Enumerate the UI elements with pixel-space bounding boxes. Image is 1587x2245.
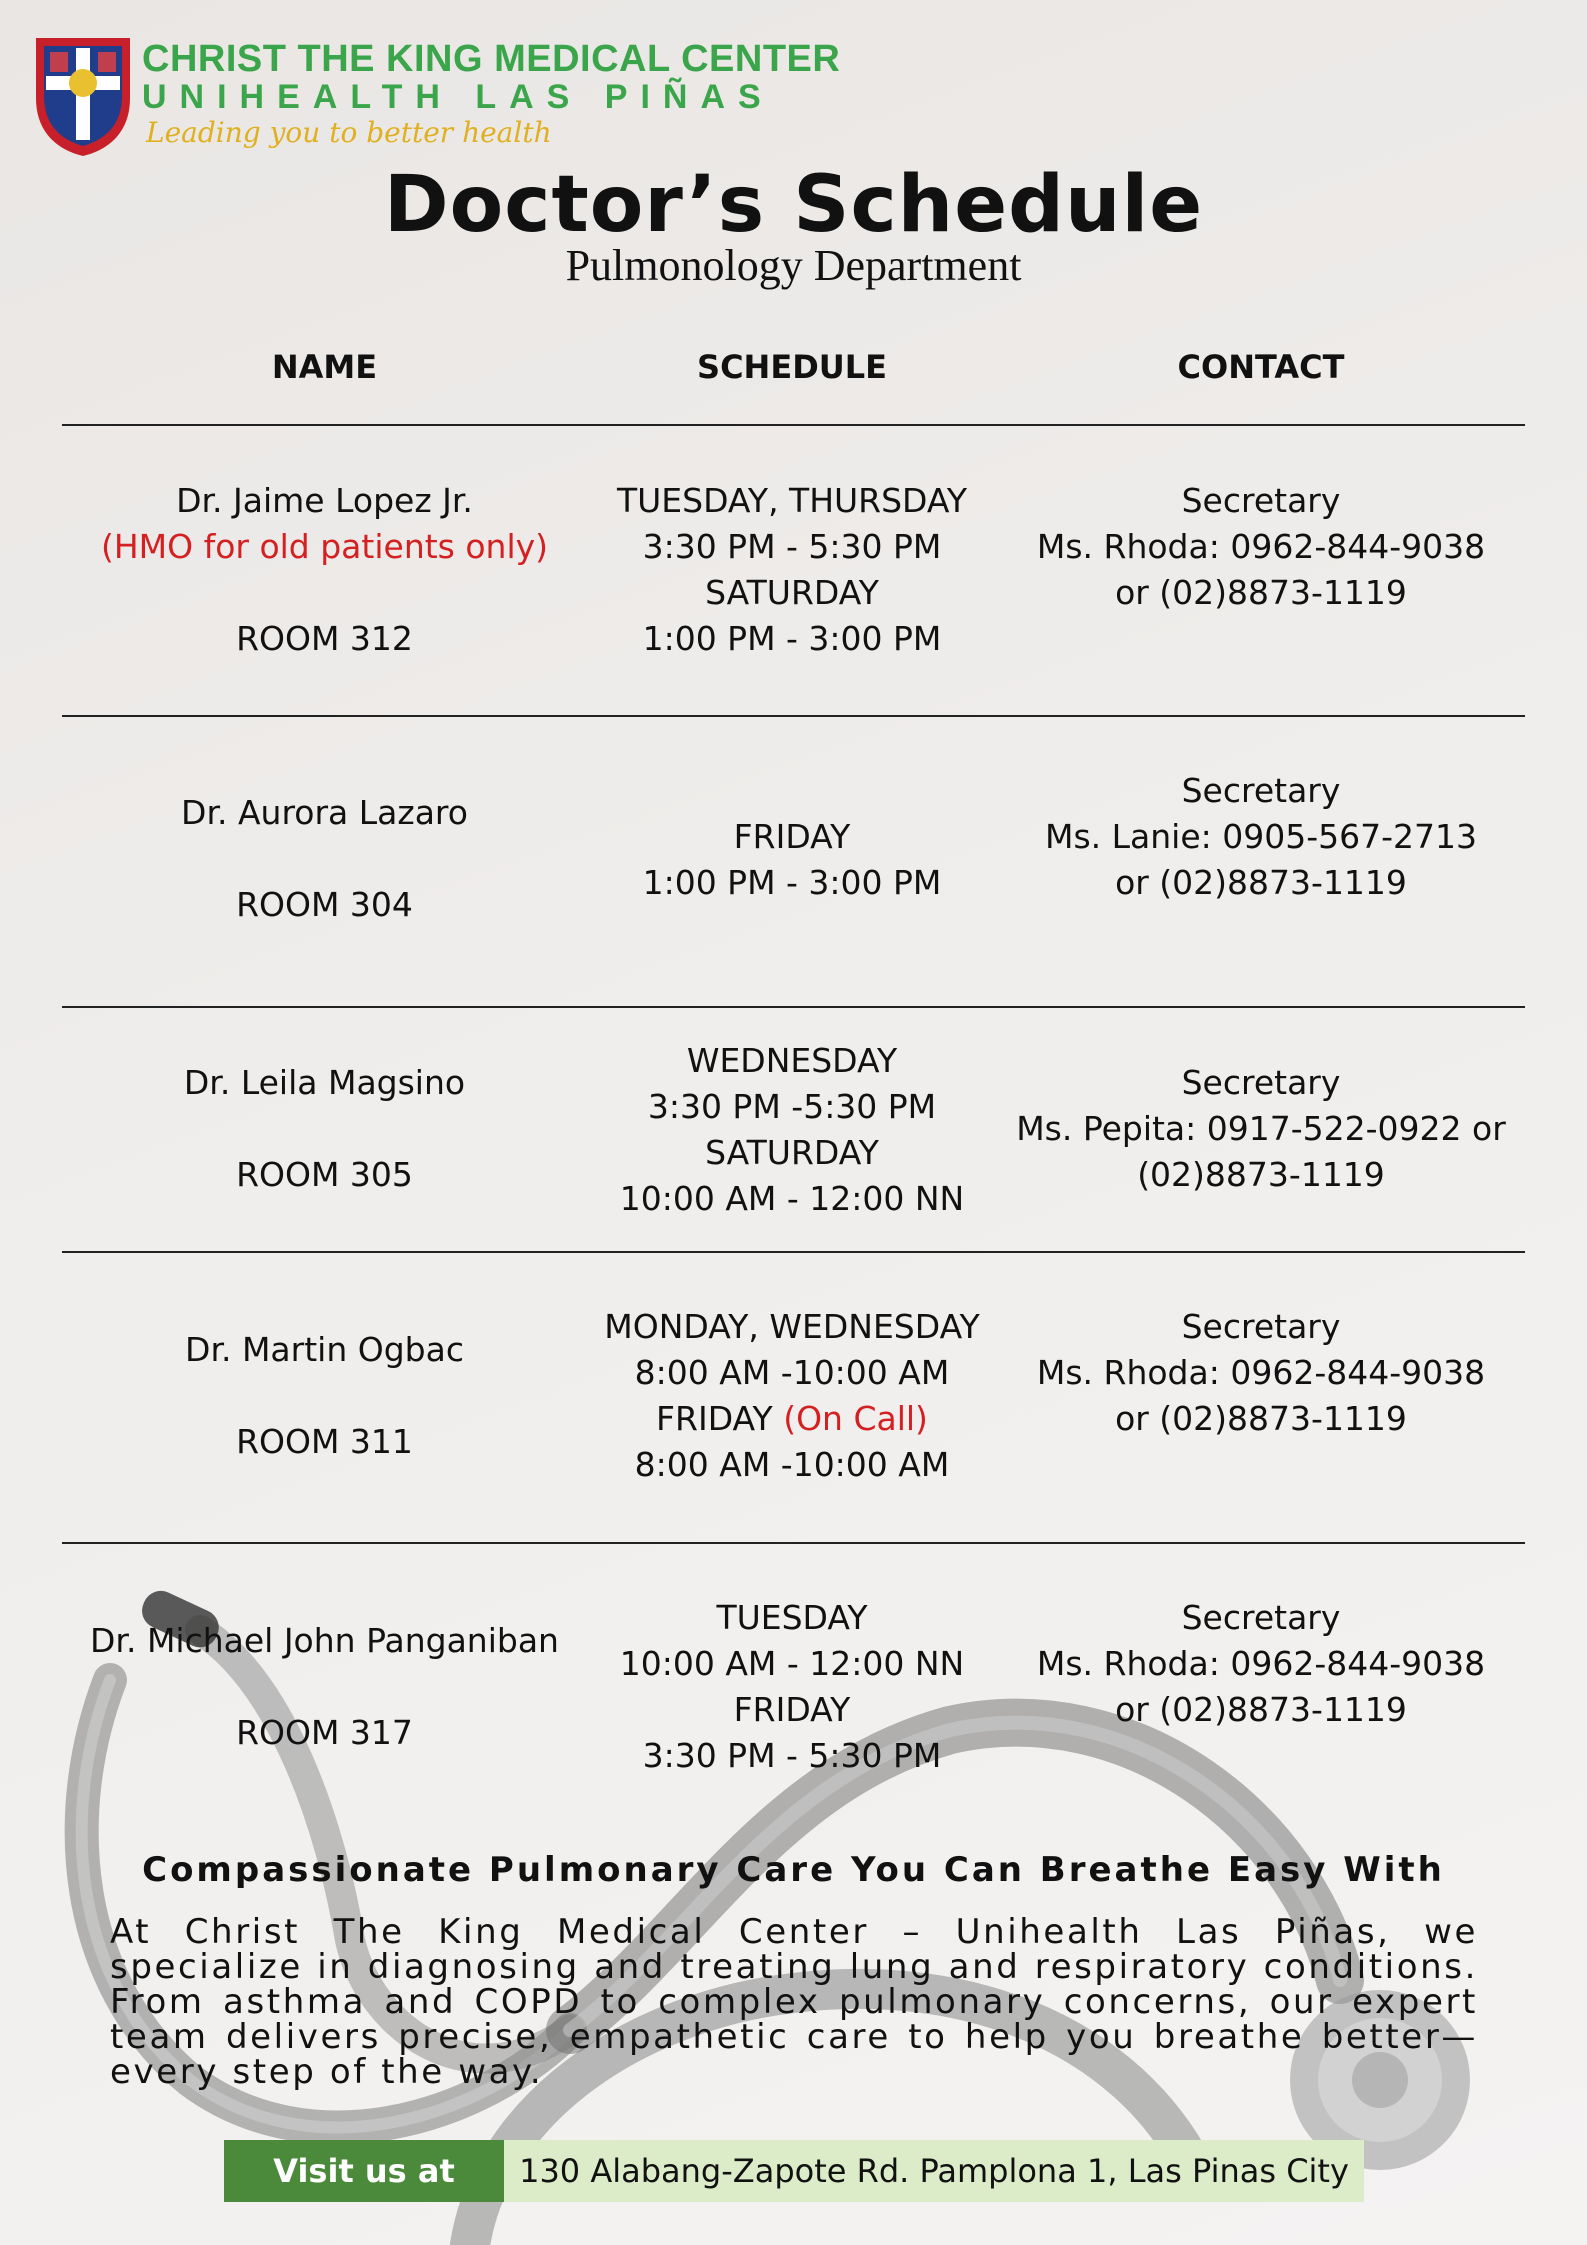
schedule-line: WEDNESDAY (686, 1041, 898, 1080)
schedule-line: FRIDAY (733, 1690, 851, 1729)
table-row-schedule-cell (587, 478, 997, 662)
schedule-line: 1:00 PM - 3:00 PM (642, 863, 942, 902)
table-row-name-cell (62, 1060, 587, 1198)
contact-line: Ms. Rhoda: 0962-844-9038 (1036, 1644, 1486, 1683)
doctor-room: ROOM 317 (236, 1713, 413, 1752)
schedule-line: 10:00 AM - 12:00 NN (619, 1179, 965, 1218)
address-text: 130 Alabang-Zapote Rd. Pamplona 1, Las Pinas City (504, 2140, 1364, 2202)
table-row-contact-cell (997, 478, 1525, 616)
table-row-contact-cell (997, 1060, 1525, 1198)
schedule-line: 8:00 AM -10:00 AM (634, 1353, 950, 1392)
schedule-line: 3:30 PM -5:30 PM (647, 1087, 937, 1126)
table-divider (62, 715, 1525, 717)
doctor-name: Dr. Michael John Panganiban (90, 1621, 559, 1660)
doctor-room: ROOM 311 (236, 1422, 413, 1461)
contact-line: Ms. Lanie: 0905-567-2713 (1044, 817, 1477, 856)
visit-label: Visit us at (224, 2140, 504, 2202)
medical-center-seal-logo (28, 28, 138, 158)
table-row-schedule-cell (587, 814, 997, 906)
schedule-line: SATURDAY (705, 1133, 879, 1172)
schedule-line: TUESDAY, THURSDAY (616, 481, 968, 520)
table-row-name-cell (62, 790, 587, 928)
doctor-room: ROOM 312 (236, 619, 413, 658)
contact-line: Ms. Rhoda: 0962-844-9038 (1036, 527, 1486, 566)
doctor-name: Dr. Aurora Lazaro (181, 793, 468, 832)
page-title: Doctor’s Schedule (383, 160, 1204, 250)
table-row-contact-cell (997, 1304, 1525, 1442)
contact-line: or (02)8873-1119 (1115, 573, 1407, 612)
intro-paragraph: At Christ The King Medical Center – Unihealth Las Piñas, we specialize in diagnosing and treating lung and respiratory conditions. From asthma and COPD to complex pulmonary concerns, our expert team delivers precise, empathetic care to help you breathe better—every step of the way. (110, 1912, 1478, 2092)
contact-line: Secretary (1181, 1063, 1341, 1102)
column-header-schedule: SCHEDULE (697, 348, 887, 386)
table-row-schedule-cell (587, 1595, 997, 1779)
doctor-note: (HMO for old patients only) (100, 527, 549, 566)
table-row-contact-cell (997, 768, 1525, 906)
contact-line: Ms. Rhoda: 0962-844-9038 (1036, 1353, 1486, 1392)
schedule-line (587, 1396, 997, 1442)
schedule-line: MONDAY, WEDNESDAY (604, 1307, 980, 1346)
table-divider (62, 1006, 1525, 1008)
brand-name: CHRIST THE KING MEDICAL CENTER (142, 38, 841, 80)
contact-line: Secretary (1181, 771, 1341, 810)
schedule-line: 8:00 AM -10:00 AM (634, 1445, 950, 1484)
contact-line: Secretary (1181, 481, 1341, 520)
schedule-line: 10:00 AM - 12:00 NN (619, 1644, 965, 1683)
doctor-name: Dr. Leila Magsino (183, 1063, 466, 1102)
on-call-note: (On Call) (783, 1399, 928, 1438)
doctor-room: ROOM 304 (236, 885, 413, 924)
column-header-contact: CONTACT (1177, 348, 1345, 386)
section-heading: Compassionate Pulmonary Care You Can Breathe Easy With (142, 1850, 1445, 1890)
table-row-name-cell (62, 478, 587, 662)
table-divider (62, 424, 1525, 426)
table-row-name-cell (62, 1327, 587, 1465)
contact-line: (02)8873-1119 (1137, 1155, 1385, 1194)
contact-line: Ms. Pepita: 0917-522-0922 or (1016, 1109, 1506, 1148)
table-row-schedule-cell (587, 1038, 997, 1222)
schedule-day: FRIDAY (656, 1399, 773, 1438)
address-bar (224, 2140, 1364, 2202)
contact-line: or (02)8873-1119 (1115, 1399, 1407, 1438)
schedule-line: SATURDAY (705, 573, 879, 612)
doctor-name: Dr. Jaime Lopez Jr. (176, 481, 473, 520)
doctor-name: Dr. Martin Ogbac (185, 1330, 464, 1369)
doctor-room: ROOM 305 (236, 1155, 413, 1194)
contact-line: Secretary (1181, 1307, 1341, 1346)
contact-line: Secretary (1181, 1598, 1341, 1637)
schedule-line: 3:30 PM - 5:30 PM (642, 527, 942, 566)
table-row-contact-cell (997, 1595, 1525, 1733)
contact-line: or (02)8873-1119 (1115, 863, 1407, 902)
table-divider (62, 1251, 1525, 1253)
table-row-schedule-cell (587, 1304, 997, 1488)
contact-line: or (02)8873-1119 (1115, 1690, 1407, 1729)
schedule-line: 3:30 PM - 5:30 PM (642, 1736, 942, 1775)
brand-location: UNIHEALTH LAS PIÑAS (142, 78, 774, 116)
table-row-name-cell (62, 1618, 587, 1756)
schedule-line: FRIDAY (733, 817, 851, 856)
brand-tagline: Leading you to better health (146, 116, 552, 149)
table-divider (62, 1542, 1525, 1544)
schedule-line: 1:00 PM - 3:00 PM (642, 619, 942, 658)
schedule-line: TUESDAY (716, 1598, 868, 1637)
column-header-name: NAME (271, 348, 378, 386)
page-subtitle: Pulmonology Department (565, 241, 1022, 290)
